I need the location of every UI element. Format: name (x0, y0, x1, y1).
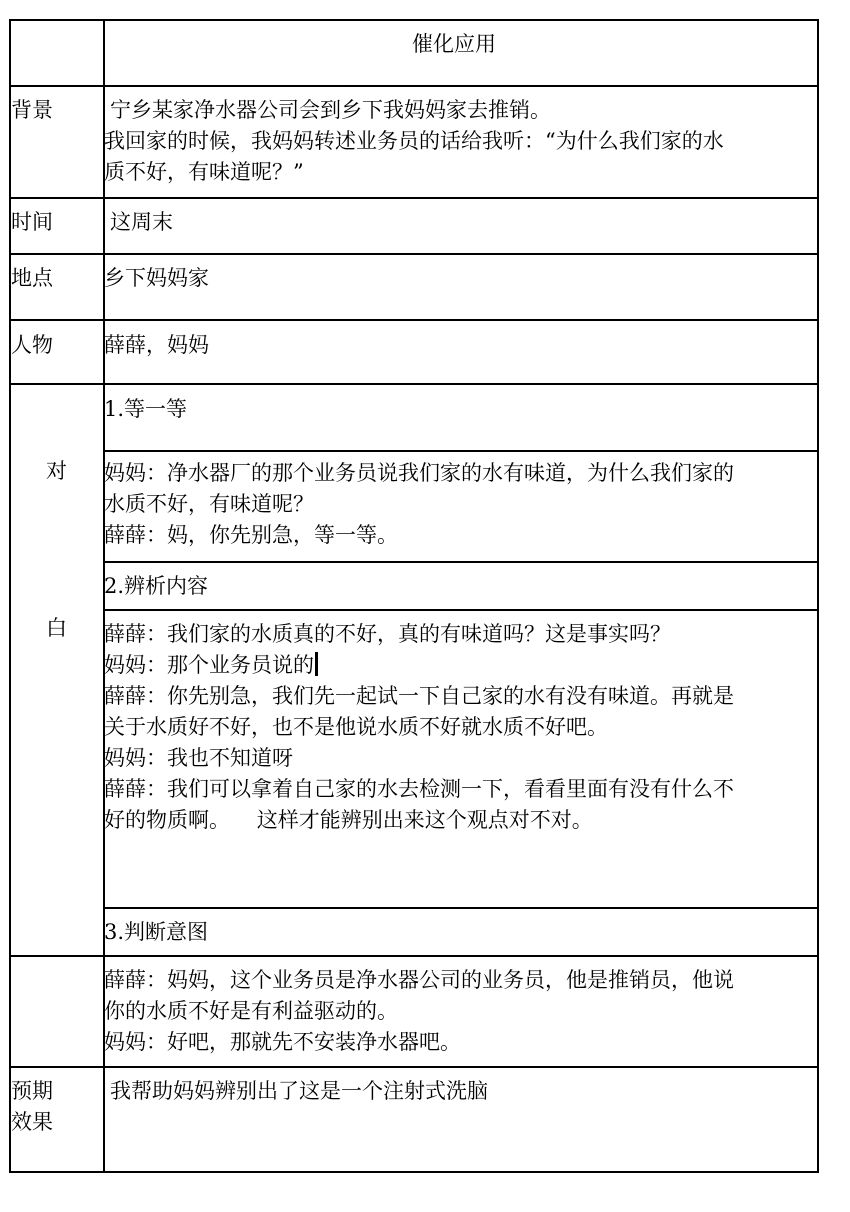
row-divider (103, 609, 819, 611)
row-divider (9, 253, 819, 255)
dialogue-label-char: 白 (46, 616, 67, 640)
dialogue-line: 你的水质不好是有利益驱动的。 (104, 999, 398, 1023)
dialogue-line: 薛薛：妈，你先别急，等一等。 (104, 523, 398, 547)
row-divider (9, 319, 819, 321)
background-line: 质不好，有味道呢？” (104, 160, 304, 184)
row-divider (103, 450, 819, 452)
dialogue-line: 好的物质啊。 这样才能辨别出来这个观点对不对。 (104, 808, 593, 832)
effect-label: 预期 (11, 1079, 53, 1103)
section-heading: 1.等一等 (104, 397, 188, 421)
effect-value: 我帮助妈妈辨别出了这是一个注射式洗脑 (110, 1079, 488, 1103)
place-value: 乡下妈妈家 (104, 266, 209, 290)
dialogue-line: 薛薛：我们家的水质真的不好，真的有味道吗？这是事实吗？ (104, 622, 671, 646)
row-divider (103, 907, 819, 909)
table-border-top (9, 19, 819, 21)
dialogue-label-char: 对 (46, 459, 67, 483)
row-divider (9, 1066, 819, 1068)
people-value: 薛薛，妈妈 (104, 333, 209, 357)
people-label: 人物 (11, 333, 53, 357)
table-title: 催化应用 (412, 32, 496, 56)
dialogue-line: 薛薛：妈妈，这个业务员是净水器公司的业务员，他是推销员，他说 (104, 968, 734, 992)
table-border-right (817, 19, 819, 1173)
row-divider (9, 85, 819, 87)
dialogue-line: 妈妈：那个业务员说的 (104, 653, 314, 677)
dialogue-line: 妈妈：好吧，那就先不安装净水器吧。 (104, 1030, 461, 1054)
time-label: 时间 (11, 210, 53, 234)
section-heading: 2.辨析内容 (104, 574, 209, 598)
background-line: 宁乡某家净水器公司会到乡下我妈妈家去推销。 (110, 98, 551, 122)
text-cursor (315, 652, 318, 676)
time-value: 这周末 (110, 210, 173, 234)
place-label: 地点 (11, 266, 53, 290)
section-heading: 3.判断意图 (104, 920, 209, 944)
row-divider (9, 197, 819, 199)
dialogue-line: 水质不好，有味道呢？ (104, 492, 314, 516)
dialogue-line: 妈妈：我也不知道呀 (104, 746, 293, 770)
row-divider (9, 955, 819, 957)
dialogue-line: 薛薛：你先别急，我们先一起试一下自己家的水有没有味道。再就是 (104, 684, 734, 708)
effect-label: 效果 (11, 1110, 53, 1134)
background-line: 我回家的时候，我妈妈转述业务员的话给我听：“为什么我们家的水 (104, 129, 724, 153)
table-border-left (9, 19, 11, 1173)
background-label: 背景 (11, 98, 53, 122)
row-divider (103, 561, 819, 563)
table-border-bottom (9, 1171, 819, 1173)
dialogue-line: 关于水质好不好，也不是他说水质不好就水质不好吧。 (104, 715, 608, 739)
dialogue-line: 薛薛：我们可以拿着自己家的水去检测一下，看看里面有没有什么不 (104, 777, 734, 801)
dialogue-line: 妈妈：净水器厂的那个业务员说我们家的水有味道，为什么我们家的 (104, 461, 734, 485)
dialogue-line-with-cursor[interactable] (104, 650, 318, 681)
row-divider (9, 383, 819, 385)
